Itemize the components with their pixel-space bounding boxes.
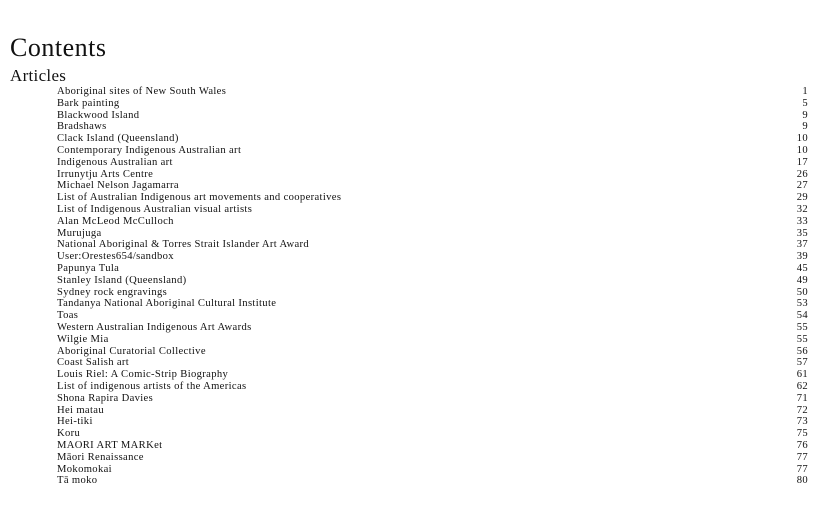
toc-entry-page-number: 54 [796, 310, 808, 322]
toc-entry[interactable] [57, 98, 808, 110]
toc-entry-title: National Aboriginal & Torres Strait Islander Art Award [57, 239, 310, 251]
toc-entry[interactable] [57, 369, 808, 381]
toc-entry-title: List of Indigenous Australian visual artists [57, 203, 253, 215]
toc-entry[interactable] [57, 180, 808, 192]
toc-entry-title: Alan McLeod McCulloch [57, 215, 174, 227]
toc-entry[interactable] [57, 86, 808, 98]
toc-entry[interactable] [57, 346, 808, 358]
toc-entry-page-number: 76 [796, 439, 808, 451]
toc-entry-page-number: 33 [796, 215, 808, 227]
toc-entry-page-number: 45 [796, 262, 808, 274]
table-of-contents [57, 86, 808, 487]
toc-entry-title: Tā moko [57, 475, 98, 487]
toc-entry-page-number: 71 [796, 392, 808, 404]
toc-entry[interactable] [57, 216, 808, 228]
toc-entry-title: Louis Riel: A Comic-Strip Biography [57, 369, 229, 381]
toc-entry[interactable] [57, 228, 808, 240]
toc-entry[interactable] [57, 239, 808, 251]
toc-entry[interactable] [57, 322, 808, 334]
toc-entry[interactable] [57, 110, 808, 122]
toc-entry-title: Toas [57, 310, 79, 322]
toc-entry-page-number: 26 [796, 168, 808, 180]
toc-entry-page-number: 55 [796, 333, 808, 345]
toc-entry-title: Mokomokai [57, 463, 112, 475]
toc-entry-title: List of Australian Indigenous art movements and cooperatives [57, 192, 342, 204]
toc-entry[interactable] [57, 251, 808, 263]
toc-entry[interactable] [57, 169, 808, 181]
toc-entry-title: MAORI ART MARKet [57, 439, 163, 451]
toc-entry[interactable] [57, 263, 808, 275]
toc-entry[interactable] [57, 440, 808, 452]
contents-title: Contents [10, 33, 107, 62]
toc-entry-title: Stanley Island (Queensland) [57, 274, 187, 286]
toc-entry-title: Koru [57, 428, 81, 440]
toc-entry-title: Bark painting [57, 97, 120, 109]
toc-entry[interactable] [57, 157, 808, 169]
toc-entry[interactable] [57, 275, 808, 287]
toc-entry-title: Clack Island (Queensland) [57, 133, 179, 145]
toc-entry[interactable] [57, 133, 808, 145]
toc-entry[interactable] [57, 416, 808, 428]
toc-entry-title: Contemporary Indigenous Australian art [57, 144, 242, 156]
toc-entry-title: Murujuga [57, 227, 102, 239]
toc-entry-page-number: 56 [796, 345, 808, 357]
toc-entry-page-number: 1 [802, 86, 808, 97]
toc-entry-page-number: 55 [796, 321, 808, 333]
toc-entry[interactable] [57, 287, 808, 299]
toc-entry-title: Aboriginal sites of New South Wales [57, 86, 227, 97]
toc-entry-page-number: 49 [796, 274, 808, 286]
toc-entry-page-number: 17 [796, 156, 808, 168]
toc-entry-title: Sydney rock engravings [57, 286, 168, 298]
toc-entry-page-number: 53 [796, 298, 808, 310]
toc-entry[interactable] [57, 381, 808, 393]
toc-entry-title: Aboriginal Curatorial Collective [57, 345, 206, 357]
toc-entry-title: Hei matau [57, 404, 104, 416]
toc-entry-page-number: 62 [796, 380, 808, 392]
toc-entry[interactable] [57, 145, 808, 157]
toc-entry-title: Bradshaws [57, 121, 107, 133]
toc-entry-page-number: 57 [796, 357, 808, 369]
toc-entry-page-number: 10 [796, 133, 808, 145]
toc-entry-title: Irrunytju Arts Centre [57, 168, 154, 180]
toc-entry-title: Indigenous Australian art [57, 156, 173, 168]
toc-entry[interactable] [57, 204, 808, 216]
toc-entry-title: Papunya Tula [57, 262, 120, 274]
toc-entry-title: Māori Renaissance [57, 451, 144, 463]
toc-entry-page-number: 39 [796, 251, 808, 263]
toc-entry-page-number: 29 [796, 192, 808, 204]
toc-entry-title: Coast Salish art [57, 357, 130, 369]
toc-entry-page-number: 37 [796, 239, 808, 251]
toc-entry-page-number: 50 [796, 286, 808, 298]
toc-entry[interactable] [57, 334, 808, 346]
toc-entry-page-number: 32 [796, 203, 808, 215]
toc-entry-title: User:Orestes654/sandbox [57, 251, 174, 263]
toc-entry-title: Michael Nelson Jagamarra [57, 180, 179, 192]
toc-entry[interactable] [57, 393, 808, 405]
toc-entry[interactable] [57, 121, 808, 133]
toc-entry-page-number: 75 [796, 428, 808, 440]
toc-entry-page-number: 9 [802, 121, 808, 133]
toc-entry[interactable] [57, 428, 808, 440]
toc-entry[interactable] [57, 298, 808, 310]
toc-entry[interactable] [57, 475, 808, 487]
toc-entry[interactable] [57, 464, 808, 476]
toc-entry-title: Western Australian Indigenous Art Awards [57, 321, 252, 333]
toc-entry-title: Tandanya National Aboriginal Cultural Institute [57, 298, 277, 310]
toc-entry-title: Hei-tiki [57, 416, 93, 428]
toc-entry-title: Blackwood Island [57, 109, 140, 121]
toc-entry[interactable] [57, 357, 808, 369]
toc-entry-page-number: 10 [796, 144, 808, 156]
toc-entry-page-number: 9 [802, 109, 808, 121]
toc-entry-page-number: 77 [796, 451, 808, 463]
toc-entry-page-number: 73 [796, 416, 808, 428]
toc-entry[interactable] [57, 192, 808, 204]
toc-entry-page-number: 27 [796, 180, 808, 192]
section-heading-articles: Articles [10, 66, 67, 85]
toc-entry[interactable] [57, 452, 808, 464]
toc-entry-page-number: 77 [796, 463, 808, 475]
toc-entry-page-number: 80 [796, 475, 808, 487]
toc-entry-title: Shona Rapira Davies [57, 392, 154, 404]
toc-entry-title: Wilgie Mia [57, 333, 109, 345]
toc-entry-title: List of indigenous artists of the Americas [57, 380, 247, 392]
toc-entry-page-number: 72 [796, 404, 808, 416]
toc-entry[interactable] [57, 405, 808, 417]
toc-entry[interactable] [57, 310, 808, 322]
toc-entry-page-number: 5 [802, 97, 808, 109]
toc-entry-page-number: 35 [796, 227, 808, 239]
toc-entry-page-number: 61 [796, 369, 808, 381]
